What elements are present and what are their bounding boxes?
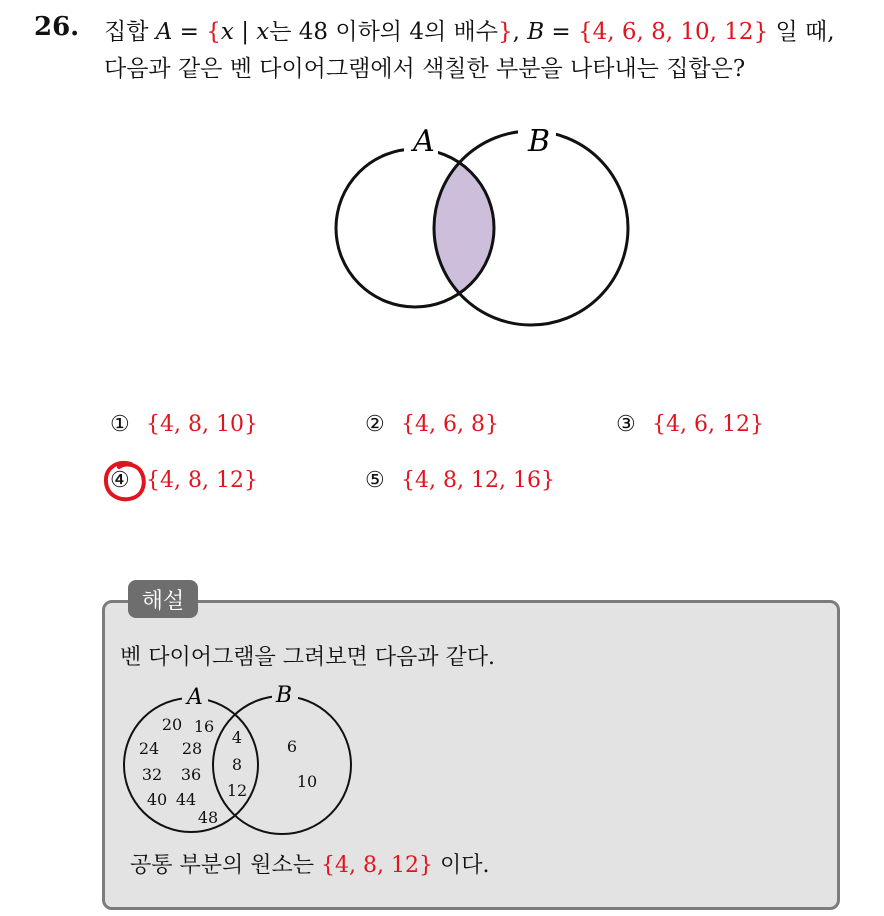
question-text: 일 때,: [768, 19, 835, 45]
option-value: {4, 8, 12, 16}: [401, 468, 555, 493]
element-b-only: 10: [296, 772, 318, 791]
option-number: ④: [110, 468, 130, 493]
element-both: 12: [226, 781, 248, 800]
solution-line-2: [130, 848, 489, 879]
element-both: 4: [231, 728, 243, 747]
option-value: {4, 8, 10}: [146, 412, 258, 437]
option-number: ⑤: [365, 468, 385, 493]
solution-text: 공통 부분의 원소는: [130, 853, 321, 878]
comma: ,: [512, 19, 528, 45]
set-b-value: {4, 6, 8, 10, 12}: [578, 19, 769, 45]
option-value: {4, 8, 12}: [146, 468, 258, 493]
option-1[interactable]: [110, 412, 258, 437]
element-a-only: 28: [181, 739, 203, 758]
brace-close: }: [497, 19, 513, 45]
question-line-2: 다음과 같은 벤 다이어그램에서 색칠한 부분을 나타내는 집합은?: [104, 56, 746, 82]
element-a-only: 48: [197, 808, 219, 827]
set-a-name: A: [155, 19, 173, 45]
label-a: A: [413, 124, 435, 159]
option-value: {4, 6, 12}: [652, 412, 764, 437]
variable-x: x: [220, 19, 234, 45]
element-a-only: 44: [175, 790, 197, 809]
separator: |: [233, 19, 257, 45]
option-value: {4, 6, 8}: [401, 412, 499, 437]
question-line-1: [104, 13, 835, 46]
solution-text: 이다.: [432, 853, 490, 878]
element-b-only: 6: [286, 737, 298, 756]
solution-label-a: A: [187, 685, 203, 710]
element-a-only: 24: [138, 739, 160, 758]
element-a-only: 20: [161, 715, 183, 734]
answer-circle-mark: [101, 458, 151, 506]
option-2[interactable]: [365, 412, 499, 437]
variable-x: x: [256, 19, 270, 45]
solution-tab: 해설: [128, 580, 198, 618]
set-a-condition: 는 48 이하의 4의 배수: [269, 19, 498, 45]
option-number: ②: [365, 412, 385, 437]
solution-label-b: B: [275, 683, 293, 708]
brace-open: {: [206, 19, 221, 45]
option-number: ③: [616, 412, 636, 437]
label-b: B: [527, 124, 551, 159]
question-number: 26.: [34, 12, 80, 42]
question-text: 집합: [104, 19, 156, 45]
element-a-only: 36: [180, 765, 202, 784]
element-a-only: 40: [146, 790, 168, 809]
element-both: 8: [231, 755, 243, 774]
option-5[interactable]: [365, 468, 555, 493]
venn-diagram: [320, 118, 640, 328]
element-a-only: 32: [141, 765, 163, 784]
solution-venn-diagram: [120, 680, 360, 840]
set-b-name: B: [527, 19, 545, 45]
option-3[interactable]: [616, 412, 764, 437]
option-number: ①: [110, 412, 130, 437]
solution-line-1: 벤 다이어그램을 그려보면 다음과 같다.: [120, 645, 495, 670]
equals-sign: =: [544, 19, 579, 45]
equals-sign: =: [172, 19, 207, 45]
solution-answer-set: {4, 8, 12}: [321, 853, 433, 878]
element-a-only: 16: [193, 717, 215, 736]
